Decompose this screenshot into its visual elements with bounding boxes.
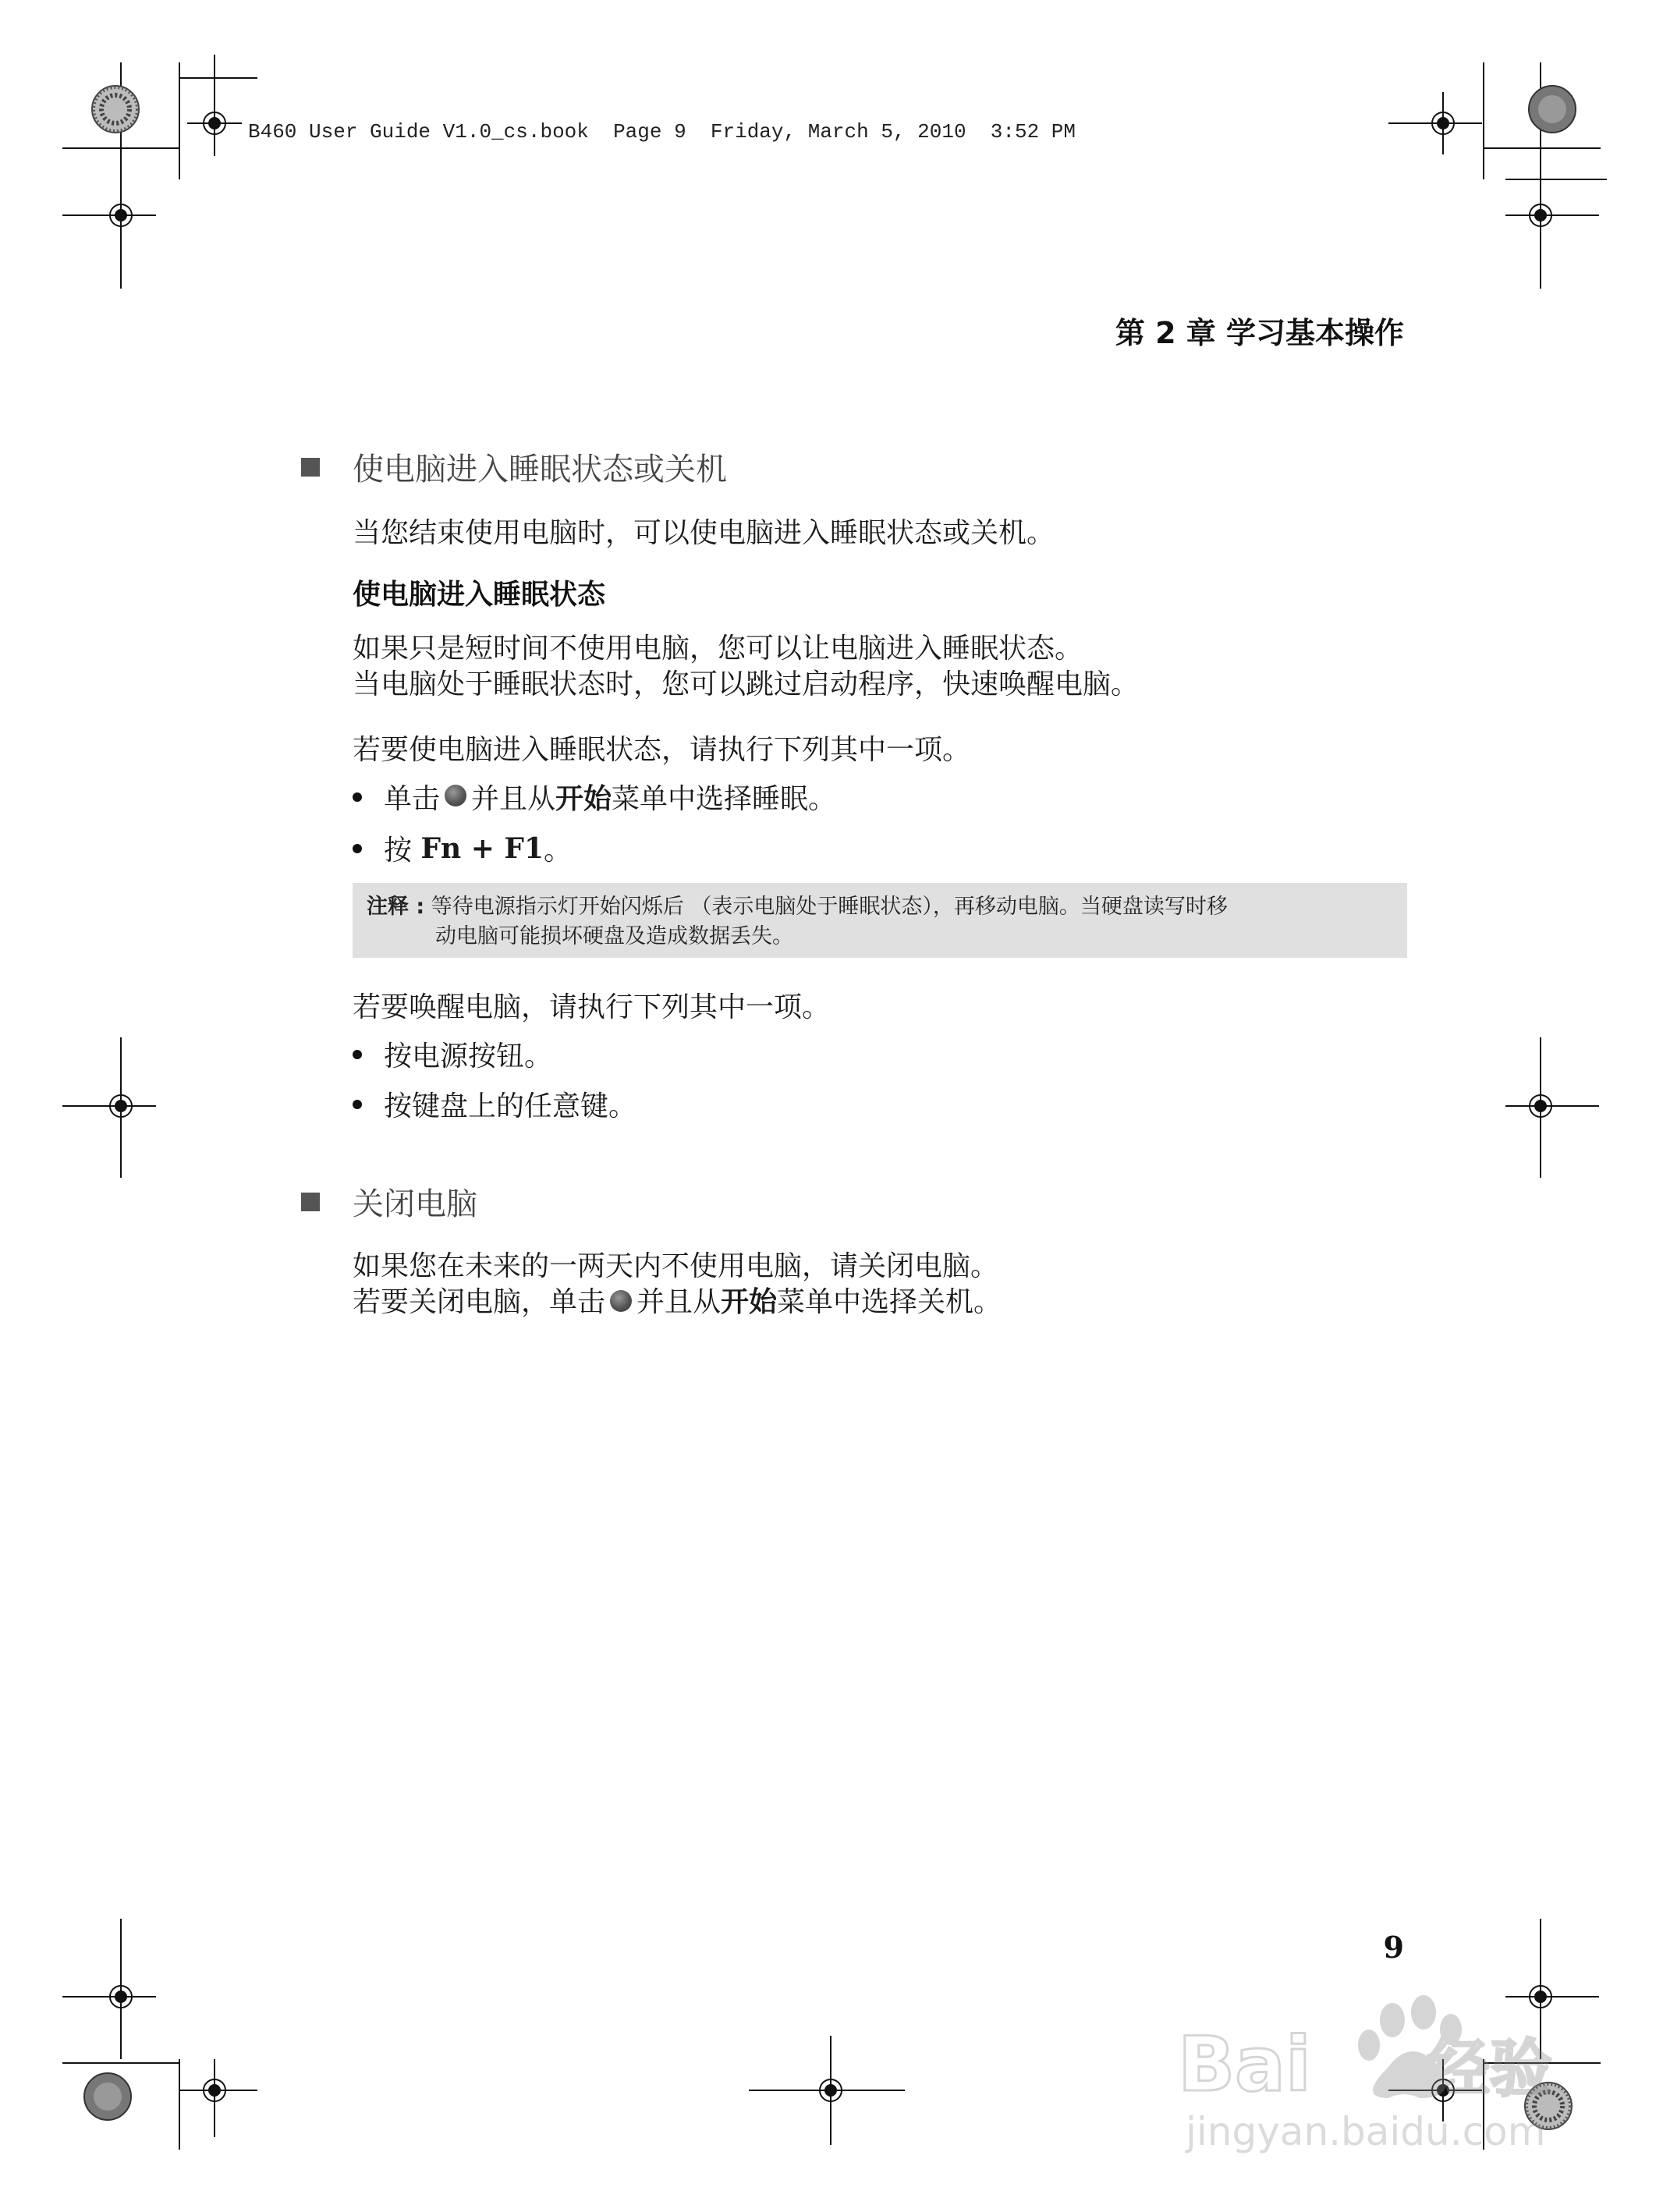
start-menu-label: 开始 bbox=[721, 1286, 778, 1318]
baidu-watermark-logo bbox=[1170, 1981, 1576, 2161]
svg-text:Bai: Bai bbox=[1178, 2021, 1311, 2108]
bullet-dot bbox=[353, 1100, 362, 1109]
enter-sleep-lead: 若要使电脑进入睡眠状态，请执行下列其中一项。 bbox=[353, 734, 971, 766]
page-number: 9 bbox=[1383, 1930, 1404, 1965]
section-heading-sleep bbox=[301, 445, 727, 489]
bullet-text: 菜单中选择睡眠。 bbox=[612, 783, 837, 815]
note-line1 bbox=[367, 892, 1393, 922]
bullet-text: 并且从 bbox=[471, 783, 556, 815]
note-label: 注释 : bbox=[367, 895, 425, 919]
bullet-dot bbox=[353, 792, 362, 802]
shutdown-text: 若要关闭电脑，单击 bbox=[353, 1286, 606, 1318]
sleep-para-line1: 如果只是短时间不使用电脑，您可以让电脑进入睡眠状态。 bbox=[353, 633, 1083, 665]
sleep-subheading: 使电脑进入睡眠状态 bbox=[353, 579, 606, 611]
file-info-header: B460 User Guide V1.0_cs.book Page 9 Friday, March 5, 2010 3:52 PM bbox=[248, 120, 1076, 144]
fn-f1-keys: Fn + F1 bbox=[420, 831, 544, 865]
bullet-dot bbox=[353, 844, 362, 853]
sleep-bullet-start-menu bbox=[353, 777, 836, 817]
square-bullet-icon bbox=[301, 1193, 320, 1211]
square-bullet-icon bbox=[301, 458, 320, 477]
wake-bullet-power bbox=[353, 1034, 552, 1074]
section-heading-text: 关闭电脑 bbox=[353, 1186, 477, 1222]
shutdown-line2 bbox=[353, 1282, 1002, 1323]
sleep-intro: 当您结束使用电脑时，可以使电脑进入睡眠状态或关机。 bbox=[353, 517, 1055, 549]
sleep-bullet-fn-key bbox=[353, 828, 572, 868]
registration-target-icon bbox=[179, 55, 257, 156]
windows-start-icon bbox=[610, 1290, 632, 1312]
windows-start-icon bbox=[445, 785, 466, 806]
note-text: 等待电源指示灯开始闪烁后 （表示电脑处于睡眠状态），再移动电脑。当硬盘读写时移 bbox=[431, 895, 1228, 919]
section-heading-text: 使电脑进入睡眠状态或关机 bbox=[353, 452, 727, 487]
note-box bbox=[353, 883, 1407, 958]
bullet-text: 单击 bbox=[384, 783, 441, 815]
start-menu-label: 开始 bbox=[555, 783, 612, 815]
bullet-text: 。 bbox=[544, 835, 573, 867]
note-line2: 动电脑可能损坏硬盘及造成数据丢失。 bbox=[435, 924, 793, 948]
grey-wheel-icon bbox=[92, 86, 139, 133]
bullet-dot bbox=[353, 1050, 362, 1059]
sleep-para-line2: 当电脑处于睡眠状态时，您可以跳过启动程序，快速唤醒电脑。 bbox=[353, 668, 1140, 700]
shutdown-text: 菜单中选择关机。 bbox=[777, 1286, 1002, 1318]
section-heading-shutdown bbox=[301, 1179, 477, 1224]
svg-text:经验: 经验 bbox=[1427, 2033, 1552, 2105]
chapter-title: 第 2 章 学习基本操作 bbox=[1115, 316, 1404, 350]
shutdown-line1: 如果您在未来的一两天内不使用电脑，请关闭电脑。 bbox=[353, 1250, 999, 1282]
shutdown-text: 并且从 bbox=[636, 1286, 722, 1318]
bullet-text: 按 bbox=[384, 835, 421, 867]
svg-text:jingyan.baidu.com: jingyan.baidu.com bbox=[1186, 2109, 1546, 2154]
bullet-text: 按电源按钮。 bbox=[384, 1040, 553, 1072]
bullet-text: 按键盘上的任意键。 bbox=[384, 1090, 637, 1122]
wake-lead: 若要唤醒电脑，请执行下列其中一项。 bbox=[353, 991, 831, 1023]
wake-bullet-key bbox=[353, 1084, 636, 1124]
